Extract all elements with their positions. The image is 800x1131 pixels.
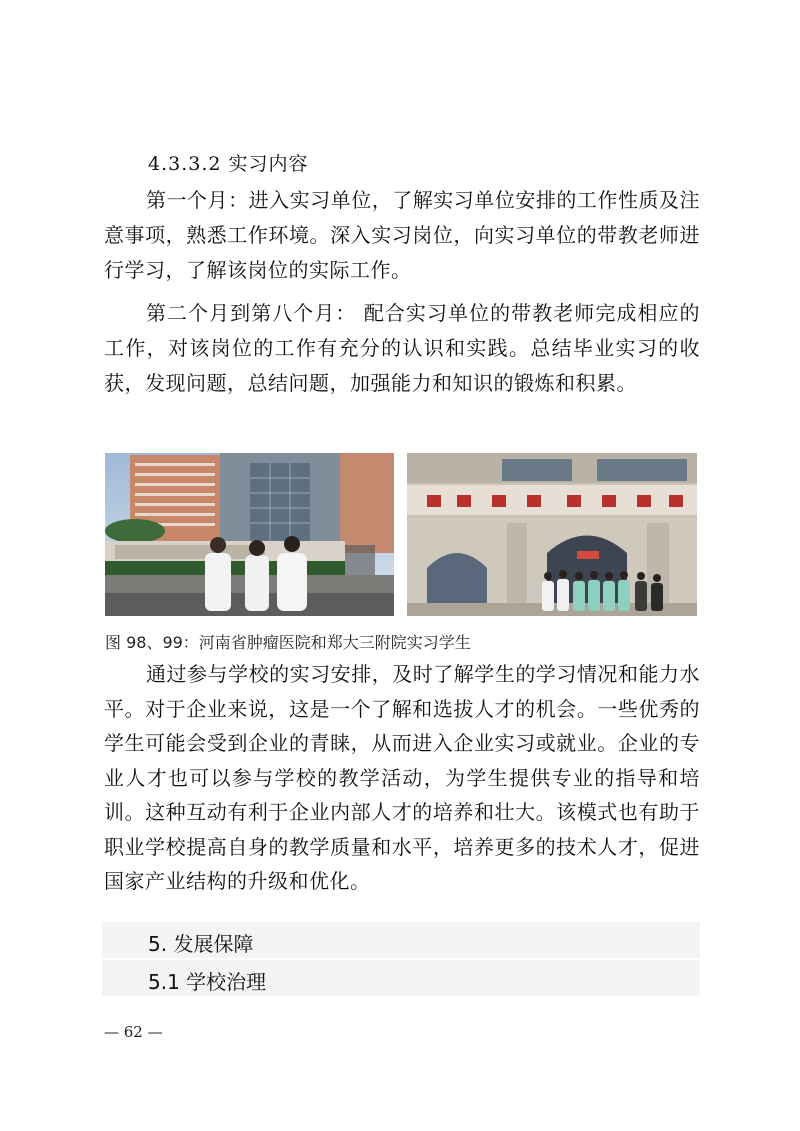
paragraph-second-to-eighth-month: 第二个月到第八个月： 配合实习单位的带教老师完成相应的工作，对该岗位的工作有充分的认识和实践。总结毕业实习的收获，发现问题，总结问题，加强能力和知识的锻炼和积累。 xyxy=(104,301,700,395)
figure-caption: 图 98、99：河南省肿瘤医院和郑大三附院实习学生 xyxy=(105,633,471,652)
page-number: — 62 — xyxy=(104,1023,163,1041)
section-title-school-governance: 5.1 学校治理 xyxy=(148,970,267,994)
paragraph-enterprise-cooperation: 通过参与学校的实习安排，及时了解学生的学习情况和能力水平。对于企业来说，这是一个了解和选拔人才的机会。一些优秀的学生可能会受到企业的青睐，从而进入企业实习或就业。企业的专业人才也可以参与学校的教学活动，为学生提供专业的指导和培训。这种互动有利于企业内部人才的培养和壮大。该模式也有助于职业学校提高自身的教学质量和水平，培养更多的技术人才，促进国家产业结构的升级和优化。 xyxy=(104,662,700,893)
photo-tumor-hospital-students xyxy=(105,453,394,616)
paragraph-first-month: 第一个月：进入实习单位，了解实习单位安排的工作性质及注意事项，熟悉工作环境。深入实习岗位，向实习单位的带教老师进行学习，了解该岗位的实际工作。 xyxy=(104,188,700,282)
subsection-title: 4.3.3.2 实习内容 xyxy=(148,153,309,175)
section-title-development-guarantee: 5. 发展保障 xyxy=(148,932,254,956)
photo-third-affiliated-hospital-students xyxy=(407,453,697,616)
